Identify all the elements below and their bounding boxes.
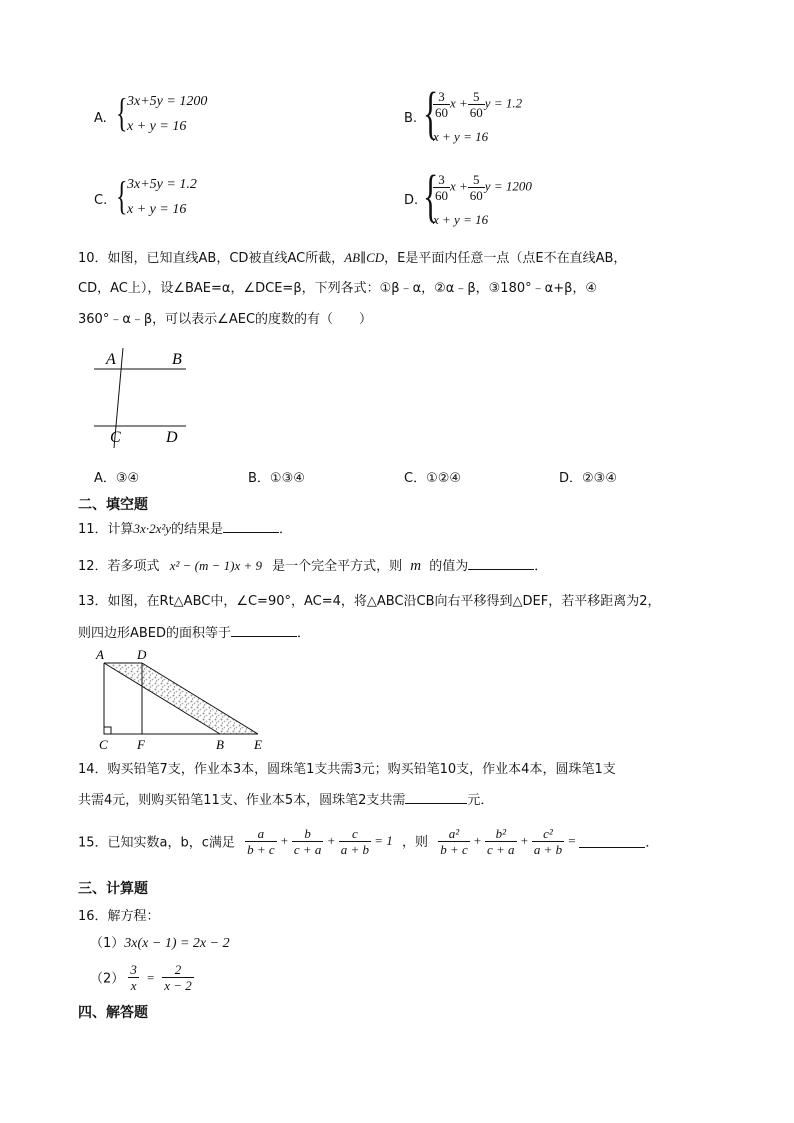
- q15-text: 15．已知实数a，b，c满足: [78, 835, 235, 851]
- fraction-denominator: 60: [469, 105, 483, 120]
- q10-option-b: B．①③④: [248, 471, 305, 486]
- q10-option-c: C．①②④: [404, 471, 462, 486]
- fraction-numerator: a²: [438, 826, 470, 842]
- brace: {: [116, 90, 128, 135]
- fraction-numerator: 2: [162, 962, 194, 978]
- fraction-denominator: x: [130, 978, 137, 993]
- segment-de: [142, 663, 258, 734]
- fraction-numerator: 3: [130, 962, 137, 977]
- section-heading: 三、计算题: [78, 881, 148, 897]
- q10-text-line3: 360°﹣α﹣β，可以表示∠AEC的度数的有（ ）: [78, 312, 373, 327]
- q10-option-d: D．②③④: [559, 471, 617, 486]
- fraction-denominator: b + c: [440, 842, 468, 857]
- section-heading: 二、填空题: [78, 497, 148, 513]
- option-label: C.: [94, 193, 108, 208]
- equation-part: = 1: [374, 833, 393, 849]
- fraction-numerator: b: [292, 826, 324, 842]
- equation-1: 3x+5y = 1200: [127, 94, 208, 109]
- equation-2: x + y = 16: [127, 119, 187, 134]
- fraction-numerator: b²: [485, 826, 517, 842]
- fraction-denominator: b + c: [247, 842, 275, 857]
- fraction-numerator: a: [245, 826, 277, 842]
- q14-text: 共需4元，则购买铅笔11支、作业本5本，圆珠笔2支共需: [78, 793, 406, 808]
- fraction-numerator: 3: [433, 172, 450, 188]
- equation-part: =: [146, 969, 155, 985]
- equation-part: x +: [450, 178, 468, 194]
- answer-blank: [468, 556, 534, 570]
- equation-part: x +: [450, 95, 468, 111]
- brace: {: [116, 173, 128, 218]
- q12-variable: m: [410, 558, 422, 574]
- right-angle-mark: [104, 727, 111, 734]
- equation-part: y = 1200: [484, 178, 532, 194]
- answer-blank: [405, 790, 467, 804]
- fraction-numerator: 5: [468, 89, 485, 105]
- label-a: A: [96, 647, 104, 662]
- equation-2: x + y = 16: [433, 129, 489, 144]
- q10-figure: [90, 344, 200, 450]
- option-label: D.: [404, 193, 419, 208]
- option-label: B.: [404, 111, 418, 126]
- question-15: 15．已知实数a，b，c满足 $\frac{a}{b + c}$ + $\frac{b}{c + a}$ + $\frac{c}{a + b}$ = 1 ，则 $\frac{\text{a²}}{b + c}$ + $\frac{\text{b²}}{c + a}$ + $\frac{\text{c²}}{a + b}$ = ．: [78, 826, 659, 857]
- q12-expression: x² − (m − 1)x + 9: [169, 558, 262, 573]
- q12-text: 是一个完全平方式，则: [272, 559, 403, 574]
- fraction-denominator: x − 2: [164, 978, 192, 993]
- q10-text: 10．如图，已知直线AB，CD被直线AC所截，: [78, 251, 345, 266]
- answer-blank: [231, 623, 297, 637]
- equation-part: y = 1.2: [484, 95, 523, 111]
- fraction-denominator: c + a: [293, 842, 322, 857]
- q14-text: 元．: [467, 793, 494, 808]
- label-b: B: [216, 737, 224, 752]
- part-label: （2）: [90, 971, 125, 987]
- q15-text: ．: [645, 835, 659, 851]
- q14-text-line1: 14．购买铅笔7支，作业本3本，圆珠笔1支共需3元；购买铅笔10支，作业本4本，圆珠笔1支: [78, 762, 616, 777]
- label-f: F: [137, 737, 145, 752]
- q13-figure: [94, 646, 274, 752]
- answer-blank: [223, 519, 279, 533]
- q10-math: AB∥CD: [344, 250, 385, 265]
- q13-text: 则四边形ABED的面积等于: [78, 626, 232, 641]
- q16-title: 16．解方程：: [78, 909, 160, 924]
- label-d: D: [166, 429, 178, 446]
- q11-text: 11．计算: [78, 522, 134, 537]
- equation-1: 3x+5y = 1.2: [127, 177, 197, 192]
- fraction-denominator: 60: [435, 188, 448, 203]
- question-12: 12．若多项式 x² − (m − 1)x + 9 是一个完全平方式，则 m 的值为 ．: [78, 558, 548, 574]
- part-label: （1）: [90, 936, 125, 951]
- fraction-numerator: c²: [532, 826, 564, 842]
- label-d: D: [137, 647, 147, 662]
- q10-option-a: A．③④: [94, 471, 140, 486]
- q16-equation-1: 3x(x − 1) = 2x − 2: [124, 936, 230, 951]
- answer-blank: [579, 834, 645, 848]
- fraction-denominator: a + b: [533, 842, 563, 857]
- equation-2: x + y = 16: [127, 202, 187, 217]
- label-a: A: [106, 351, 116, 368]
- label-c: C: [110, 429, 121, 446]
- section-heading: 四、解答题: [78, 1005, 148, 1021]
- equation-2: x + y = 16: [433, 212, 489, 227]
- q12-text: 12．若多项式: [78, 559, 160, 574]
- q12-text: 的值为: [429, 559, 469, 574]
- q13-text-line1: 13．如图，在Rt△ABC中，∠C=90°，AC=4，将△ABC沿CB向右平移得到△DEF，若平移距离为2，: [78, 594, 661, 609]
- fraction-numerator: 3: [433, 89, 450, 105]
- q11-text: 的结果是: [171, 522, 224, 537]
- fraction-denominator: 60: [469, 188, 483, 203]
- brace: {: [423, 163, 439, 228]
- brace: {: [423, 80, 439, 145]
- fraction-denominator: c + a: [487, 842, 515, 857]
- q11-expression: 3x·2x²y: [133, 521, 172, 536]
- segment-ab: [104, 663, 220, 734]
- label-b: B: [172, 351, 182, 368]
- label-e: E: [254, 737, 262, 752]
- fraction-numerator: 5: [468, 172, 485, 188]
- equation-part: =: [567, 833, 577, 849]
- q10-text-line2: CD，AC上），设∠BAE=α，∠DCE=β，下列各式：①β﹣α，②α﹣β，③180°﹣α+β，④: [78, 281, 598, 296]
- fraction-denominator: 60: [435, 105, 448, 120]
- fraction-denominator: a + b: [340, 842, 369, 857]
- fraction-numerator: c: [339, 826, 371, 842]
- question-11: 11．计算3x·2x²y的结果是 ．: [78, 521, 293, 537]
- shaded-region: [104, 663, 258, 734]
- q10-text: ，E是平面内任意一点（点E不在直线AB，: [384, 251, 627, 266]
- q15-text: ，则: [402, 835, 429, 851]
- option-label: A.: [94, 111, 107, 126]
- label-c: C: [99, 737, 108, 752]
